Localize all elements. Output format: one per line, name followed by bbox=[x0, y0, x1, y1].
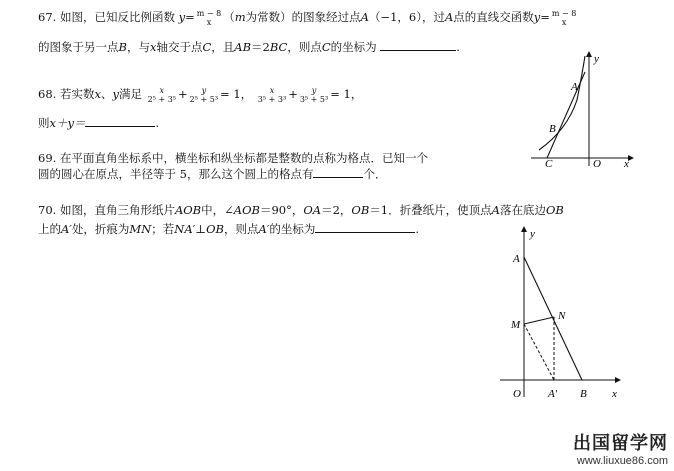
fig2-hypotenuse-ab bbox=[524, 257, 582, 380]
fig1-label-o: O bbox=[593, 158, 601, 170]
q68-answer-blank[interactable] bbox=[85, 116, 155, 127]
q69-line1: 69. 在平面直角坐标系中，横坐标和纵坐标都是整数的点称为格点．已知一个 bbox=[38, 151, 428, 165]
q68-line2: 则x＋y＝ . bbox=[38, 116, 160, 130]
fig2-label-b: B bbox=[580, 388, 587, 400]
fig1-label-y: y bbox=[594, 53, 599, 65]
watermark bbox=[573, 429, 668, 467]
q69-answer-blank[interactable] bbox=[313, 167, 363, 178]
q67-line2: 的图象于另一点B，与x轴交于点C，且AB＝2BC，则点C的坐标为 . bbox=[38, 40, 460, 54]
fig2-label-m: M bbox=[511, 319, 521, 331]
figure-q67 bbox=[527, 50, 637, 170]
fig2-label-a: A bbox=[513, 253, 520, 265]
fig2-label-n: N bbox=[558, 310, 566, 322]
figure-q70 bbox=[500, 225, 640, 405]
fig2-label-y: y bbox=[530, 228, 535, 240]
q70-number: 70. bbox=[38, 203, 57, 217]
q68-frac-2: y 2⁵ + 5³ bbox=[189, 86, 219, 104]
q67-fraction: m − 8 x bbox=[196, 9, 222, 27]
fig1-label-c: C bbox=[545, 158, 553, 170]
q68-frac-4: y 3⁵ + 5³ bbox=[299, 86, 329, 104]
watermark-title: 出国留学网 bbox=[573, 433, 668, 454]
q70-line1: 70. 如图，直角三角形纸片AOB中，∠AOB＝90°，OA＝2，OB＝1．折叠纸片，使顶点A落在底边OB bbox=[38, 203, 564, 217]
q68-number: 68. bbox=[38, 87, 57, 101]
fig1-label-b: B bbox=[549, 123, 556, 135]
q68-frac-1: x 2⁵ + 3⁵ bbox=[147, 86, 176, 104]
fig2-seg-ma bbox=[524, 324, 554, 380]
fig1-label-a: A bbox=[571, 81, 578, 93]
q68-frac-3: x 3⁵ + 3³ bbox=[257, 86, 287, 104]
fig2-label-o: O bbox=[513, 388, 521, 400]
q67-number: 67. bbox=[38, 10, 57, 24]
fig2-fold-mn bbox=[524, 317, 554, 324]
fig2-label-a-prime: A′ bbox=[548, 388, 558, 400]
fig1-hyperbola bbox=[539, 56, 585, 150]
q69-line2: 圆的圆心在原点，半径等于 5，那么这个圆上的格点有 个． bbox=[38, 167, 387, 181]
q67-fraction-2: m − 8 x bbox=[551, 9, 577, 27]
fig2-label-x: x bbox=[612, 388, 617, 400]
fig1-label-x: x bbox=[624, 158, 629, 170]
fig1-line-ac bbox=[547, 72, 585, 158]
q70-answer-blank[interactable] bbox=[315, 222, 415, 233]
q67-answer-blank[interactable] bbox=[380, 40, 456, 51]
q68-line1: 68. 若实数x、y满足 x 2⁵ + 3⁵ + y 2⁵ + 5³ = 1， x 3⁵ + 3³ + y 3⁵ + 5³ = 1， bbox=[38, 86, 363, 104]
q69-number: 69. bbox=[38, 151, 57, 165]
watermark-url[interactable]: www.liuxue86.com bbox=[576, 455, 668, 467]
q70-line2: 上的A′处，折痕为MN；若NA′⊥OB，则点A′的坐标为 . bbox=[38, 222, 420, 236]
q67-line1: 67. 如图，已知反比例函数 y= m − 8 x （m为常数）的图象经过点A（−1，6），过A点的直线交函数y= m − 8 x bbox=[38, 9, 577, 27]
